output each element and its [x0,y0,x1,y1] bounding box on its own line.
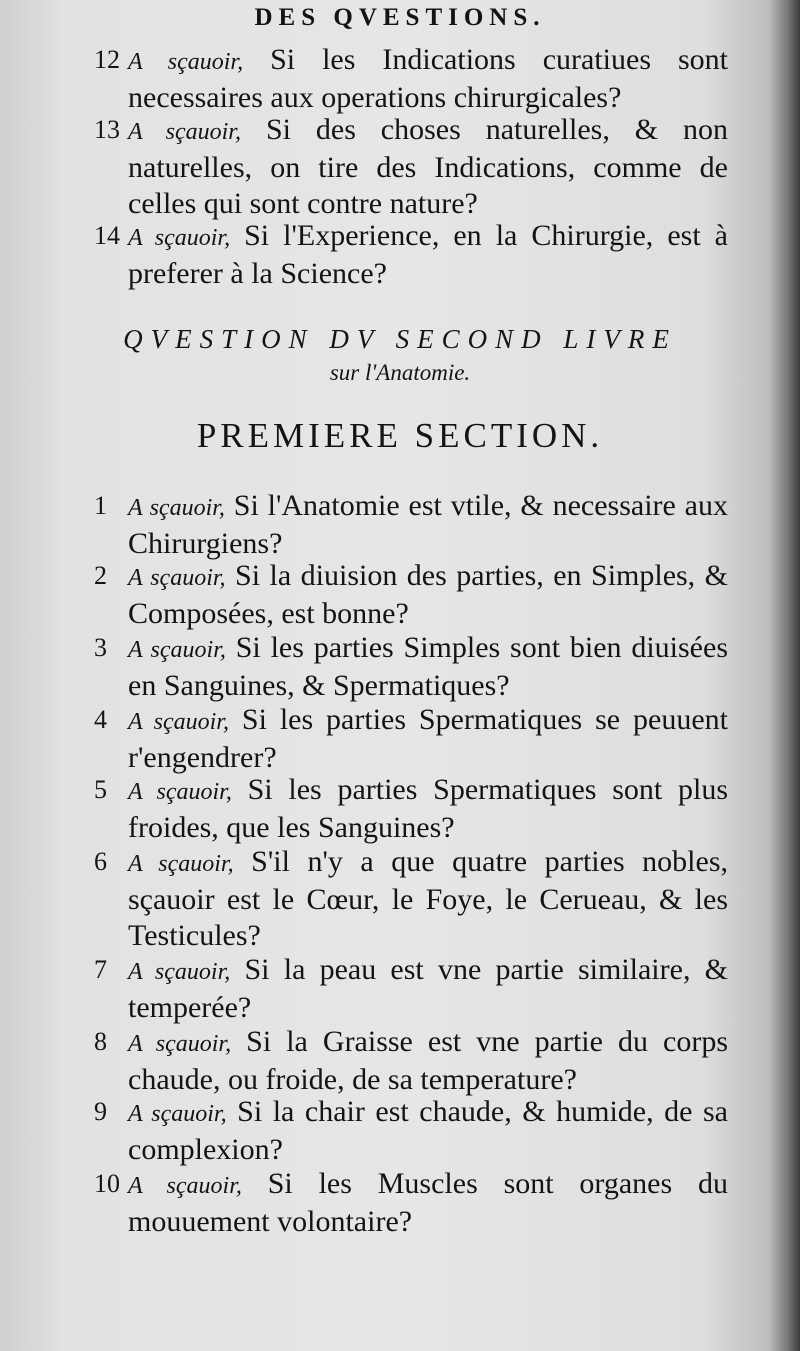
question-number: 10 [94,1169,120,1198]
question-text: Si des choses naturelles, & non naturelles, on tire des Indications, comme de celles qui sont contre nature? [128,113,728,220]
question-number: 7 [94,955,107,984]
question-number: 12 [94,45,120,74]
question-item [94,488,728,562]
question-text: Si les Indications curatiues sont necessaires aux operations chirurgicales? [128,43,729,114]
question-lead: A sçauoir, [128,1101,227,1127]
question-text: S'il n'y a que quatre parties nobles, sçauoir est le Cœur, le Foye, le Cerueau, & les Testicules? [128,845,728,952]
question-lead: A sçauoir, [128,637,226,663]
question-number: 6 [94,847,107,876]
question-item [94,1094,728,1168]
question-text: Si la Graisse est vne partie du corps chaude, ou froide, de sa temperature? [128,1025,728,1096]
question-item [94,952,728,1026]
question-item [94,42,729,116]
question-text: Si les parties Spermatiques sont plus froides, que les Sanguines? [128,773,728,844]
book-heading-subtitle: sur l'Anatomie. [329,360,471,385]
question-item [94,1166,729,1240]
question-number: 2 [94,561,107,590]
question-text: Si la chair est chaude, & humide, de sa complexion? [128,1095,728,1166]
question-text: Si l'Experience, en la Chirurgie, est à preferer à la Science? [128,219,728,290]
question-item [94,844,728,954]
section-heading: PREMIERE SECTION. [196,416,604,455]
question-item [94,630,728,704]
question-lead: A sçauoir, [128,851,234,877]
question-item [94,1024,728,1098]
question-lead: A sçauoir, [128,119,241,145]
question-item [94,558,728,632]
question-number: 5 [94,775,107,804]
question-number: 8 [94,1027,107,1056]
question-item [94,702,728,776]
question-text: Si les parties Spermatiques se peuuent r'engendrer? [128,703,728,774]
question-text: Si l'Anatomie est vtile, & necessaire aux Chirurgiens? [128,489,728,560]
question-lead: A sçauoir, [128,225,231,251]
question-lead: A sçauoir, [128,565,226,591]
question-lead: A sçauoir, [128,709,229,735]
question-number: 3 [94,633,107,662]
question-text: Si la peau est vne partie similaire, & temperée? [128,953,728,1024]
question-number: 1 [94,491,107,520]
question-text: Si les parties Simples sont bien diuisées en Sanguines, & Spermatiques? [128,631,728,702]
question-text: Si la diuision des parties, en Simples, & Composées, est bonne? [128,559,728,630]
question-lead: A sçauoir, [128,779,232,805]
question-number: 4 [94,705,107,734]
question-number: 13 [94,115,120,144]
question-lead: A sçauoir, [128,49,244,75]
question-lead: A sçauoir, [128,495,225,521]
book-heading-title: QVESTION DV SECOND LIVRE [123,324,677,354]
question-item [94,218,728,292]
question-number: 9 [94,1097,107,1126]
question-item [94,112,728,222]
running-head: DES QVESTIONS. [254,4,546,31]
question-lead: A sçauoir, [128,959,231,985]
question-lead: A sçauoir, [128,1031,232,1057]
question-text: Si les Muscles sont organes du mouuement volontaire? [128,1167,729,1238]
question-item [94,772,728,846]
question-lead: A sçauoir, [128,1173,242,1199]
page-gutter-shadow [770,0,800,1351]
question-number: 14 [94,221,120,250]
